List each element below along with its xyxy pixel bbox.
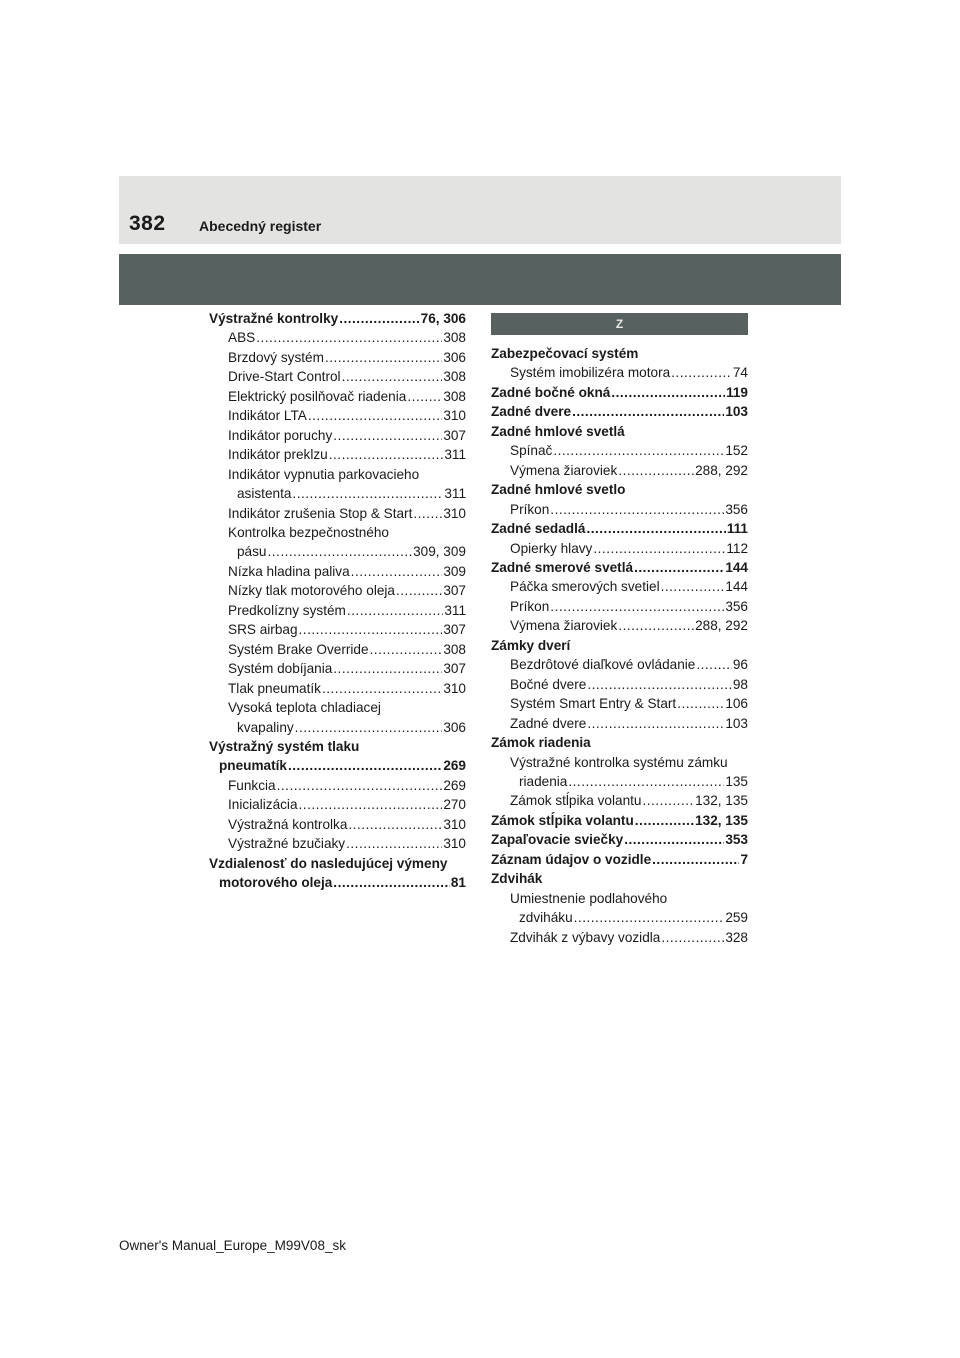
entry-term: Výmena žiaroviek	[510, 462, 618, 478]
entry-term: Zadné sedadlá	[491, 521, 586, 537]
entry-term: Vzdialenosť do nasledujúcej výmeny	[209, 855, 448, 871]
entry-pages: 309	[443, 563, 466, 579]
entry-term: Predkolízny systém	[228, 602, 346, 618]
entry-term: Bezdrôtové diaľkové ovládanie	[510, 657, 696, 673]
entry-term: Zadné dvere	[510, 715, 587, 731]
dot-leader	[634, 558, 724, 577]
entry-pages: 81	[450, 875, 466, 891]
index-entry	[491, 811, 748, 830]
dot-leader	[342, 367, 443, 386]
entry-pages: 307	[443, 583, 466, 599]
entry-pages: 119	[726, 384, 748, 400]
dot-leader	[288, 756, 442, 775]
dot-leader	[413, 504, 442, 523]
dot-leader	[292, 484, 443, 503]
entry-term: pneumatík	[219, 758, 287, 774]
dot-leader	[329, 445, 444, 464]
dot-leader	[593, 539, 725, 558]
page-number: 382	[129, 212, 166, 235]
index-entry	[209, 465, 466, 504]
entry-term: Drive-Start Control	[228, 369, 341, 385]
index-entry	[209, 504, 466, 523]
index-entry	[209, 328, 466, 347]
entry-term: Elektrický posilňovač riadenia	[228, 388, 407, 404]
section-title: Abecedný register	[199, 218, 322, 234]
index-column-left	[209, 309, 466, 893]
index-entry	[491, 694, 748, 713]
entry-term: Brzdový systém	[228, 349, 324, 365]
entry-pages: 308	[443, 330, 466, 346]
letter-heading: Z	[491, 313, 748, 335]
entry-pages: 307	[443, 427, 466, 443]
dot-leader	[267, 542, 412, 561]
index-entry	[209, 620, 466, 639]
index-entry	[209, 815, 466, 834]
index-entry	[209, 562, 466, 581]
entry-term: Zabezpečovací systém	[491, 346, 639, 361]
dot-leader	[333, 426, 442, 445]
index-entry	[209, 387, 466, 406]
entry-term: SRS airbag	[228, 622, 298, 638]
entry-pages: 269	[443, 777, 466, 793]
entry-pages: 307	[443, 622, 466, 638]
entry-term: Výmena žiaroviek	[510, 618, 618, 634]
entry-term: zdviháku	[519, 910, 573, 926]
entry-pages: 135	[725, 773, 748, 789]
dot-leader	[299, 620, 443, 639]
index-entry	[491, 363, 748, 382]
index-entry	[491, 441, 748, 460]
entry-term: Príkon	[510, 598, 550, 614]
index-entry	[209, 426, 466, 445]
entry-term: Umiestnenie podlahového	[510, 890, 668, 906]
entry-pages: 356	[725, 501, 748, 517]
entry-term: Páčka smerových svetiel	[510, 579, 660, 595]
entry-pages: 308	[443, 641, 466, 657]
entry-term: Indikátor zrušenia Stop & Start	[228, 505, 413, 521]
entry-pages: 353	[725, 832, 748, 848]
index-entry	[491, 830, 748, 849]
index-entry	[491, 636, 748, 655]
dot-leader	[661, 577, 725, 596]
dot-leader	[339, 309, 419, 328]
entry-pages: 144	[725, 579, 748, 595]
entry-term: Zadné smerové svetlá	[491, 559, 634, 575]
entry-pages: 311	[444, 447, 466, 463]
entry-term: Výstražná kontrolka	[228, 816, 348, 832]
entry-pages: 7	[740, 851, 748, 867]
entry-term: Výstražné kontrolka systému zámku	[510, 754, 728, 770]
index-entry	[491, 714, 748, 733]
index-entry	[209, 406, 466, 425]
index-entry	[491, 753, 748, 792]
index-entry	[209, 640, 466, 659]
dot-leader	[550, 597, 724, 616]
entry-term: Zdvihák z výbavy vozidla	[510, 929, 661, 945]
entry-pages: 106	[725, 696, 748, 712]
entry-pages: 308	[443, 369, 466, 385]
dot-leader	[295, 718, 443, 737]
entry-term: riadenia	[519, 773, 568, 789]
dot-leader	[635, 811, 694, 830]
entry-pages: 259	[725, 910, 748, 926]
entry-pages: 328	[725, 929, 748, 945]
index-entry	[491, 402, 748, 421]
index-entry	[209, 698, 466, 737]
index-entry	[491, 539, 748, 558]
entry-pages: 96	[732, 657, 748, 673]
entry-pages: 103	[725, 715, 748, 731]
dot-leader	[346, 834, 442, 853]
entry-term: Funkcia	[228, 777, 276, 793]
entry-pages: 152	[725, 443, 748, 459]
entry-term: Vysoká teplota chladiacej	[228, 700, 381, 716]
entry-term: Indikátor poruchy	[228, 427, 333, 443]
index-entry	[209, 523, 466, 562]
dot-leader	[618, 461, 694, 480]
entry-term: Tlak pneumatík	[228, 680, 321, 696]
index-entry	[491, 791, 748, 810]
entry-pages: 112	[726, 540, 748, 556]
entry-pages: 311	[444, 602, 466, 618]
index-entry	[209, 854, 466, 893]
index-entry	[491, 889, 748, 928]
index-entry	[491, 344, 748, 363]
entry-term: Nízka hladina paliva	[228, 563, 350, 579]
index-entry	[491, 422, 748, 441]
dot-leader	[308, 406, 442, 425]
dot-leader	[661, 928, 724, 947]
index-entry	[491, 383, 748, 402]
entry-term: Inicializácia	[228, 797, 298, 813]
entry-term: pásu	[237, 544, 267, 560]
index-entry	[209, 737, 466, 776]
entry-term: Záznam údajov o vozidle	[491, 851, 652, 867]
index-entry	[491, 850, 748, 869]
index-entry	[209, 309, 466, 328]
index-entry	[491, 480, 748, 499]
entry-pages: 356	[725, 598, 748, 614]
index-entry	[209, 348, 466, 367]
dot-leader	[624, 830, 724, 849]
entry-pages: 270	[443, 797, 466, 813]
dot-leader	[325, 348, 442, 367]
dot-leader	[696, 655, 732, 674]
index-entry	[209, 834, 466, 853]
entry-pages: 103	[725, 404, 748, 420]
entry-term: Zadné bočné okná	[491, 384, 611, 400]
index-entry	[491, 558, 748, 577]
entry-term: ABS	[228, 330, 256, 346]
index-column-right	[491, 313, 748, 947]
entry-pages: 76, 306	[420, 311, 466, 326]
index-entry	[209, 679, 466, 698]
index-entry	[491, 655, 748, 674]
entry-term: Systém Smart Entry & Start	[510, 696, 677, 712]
entry-pages: 311	[444, 486, 466, 502]
entry-term: Systém imobilizéra motora	[510, 365, 671, 381]
entry-pages: 308	[443, 388, 466, 404]
entry-term: Indikátor LTA	[228, 408, 307, 424]
dot-leader	[351, 562, 443, 581]
index-entry	[491, 500, 748, 519]
index-entry	[491, 675, 748, 694]
dot-leader	[587, 714, 724, 733]
entry-term: asistenta	[237, 486, 292, 502]
entry-pages: 288, 292	[695, 618, 748, 634]
index-entry	[209, 795, 466, 814]
dot-leader	[407, 387, 442, 406]
entry-pages: 310	[443, 680, 466, 696]
dot-leader	[256, 328, 442, 347]
entry-pages: 132, 135	[695, 812, 748, 828]
dot-leader	[333, 659, 442, 678]
entry-pages: 310	[443, 408, 466, 424]
entry-pages: 307	[443, 661, 466, 677]
index-entry	[209, 445, 466, 464]
entry-term: Systém dobíjania	[228, 661, 333, 677]
index-entry	[209, 581, 466, 600]
entry-pages: 269	[443, 758, 466, 774]
entry-term: Indikátor preklzu	[228, 447, 328, 463]
dot-leader	[370, 640, 443, 659]
index-entry	[491, 519, 748, 538]
entry-term: Zámky dverí	[491, 637, 571, 653]
entry-term: Kontrolka bezpečnostného	[228, 524, 389, 540]
dot-leader	[671, 363, 732, 382]
entry-term: Zámok stĺpika volantu	[491, 812, 634, 828]
entry-pages: 132, 135	[695, 793, 748, 809]
dot-leader	[348, 815, 442, 834]
entry-term: Zadné hmlové svetlo	[491, 482, 626, 498]
dot-leader	[677, 694, 724, 713]
entry-term: motorového oleja	[219, 875, 333, 891]
entry-term: Zapaľovacie sviečky	[491, 832, 624, 848]
entry-term: Zadné hmlové svetlá	[491, 423, 625, 439]
entry-term: Bočné dvere	[510, 676, 587, 692]
entry-pages: 306	[443, 349, 466, 365]
index-entry	[491, 616, 748, 635]
entry-pages: 98	[732, 676, 748, 692]
entry-pages: 309, 309	[413, 544, 466, 560]
entry-pages: 111	[726, 521, 748, 537]
index-entry	[491, 577, 748, 596]
index-entry	[491, 461, 748, 480]
dot-leader	[587, 675, 732, 694]
dot-leader	[652, 850, 739, 869]
dot-leader	[396, 581, 442, 600]
entry-term: Príkon	[510, 501, 550, 517]
entry-term: Spínač	[510, 443, 553, 459]
entry-pages: 74	[732, 365, 748, 381]
index-entry	[491, 928, 748, 947]
header-dark-band	[119, 254, 841, 305]
entry-pages: 310	[443, 816, 466, 832]
dot-leader	[611, 383, 725, 402]
dot-leader	[553, 441, 724, 460]
entry-pages: 306	[443, 719, 466, 735]
entry-term: Zámok riadenia	[491, 735, 591, 751]
entry-term: Výstražný systém tlaku	[209, 738, 360, 754]
entry-pages: 288, 292	[695, 462, 748, 478]
entry-term: Zadné dvere	[491, 404, 572, 420]
dot-leader	[568, 772, 724, 791]
entry-term: Výstražné bzučiaky	[228, 836, 346, 852]
entry-term: Zdvihák	[491, 871, 543, 887]
index-entry	[491, 597, 748, 616]
index-entry	[491, 869, 748, 888]
dot-leader	[322, 679, 442, 698]
index-entries-z	[491, 344, 748, 947]
dot-leader	[618, 616, 694, 635]
entry-pages: 144	[725, 559, 748, 575]
entry-term: Nízky tlak motorového oleja	[228, 583, 395, 599]
dot-leader	[299, 795, 443, 814]
entry-term: Výstražné kontrolky	[209, 311, 339, 326]
dot-leader	[574, 908, 725, 927]
footer-text: Owner's Manual_Europe_M99V08_sk	[119, 1238, 346, 1253]
dot-leader	[572, 402, 724, 421]
index-entry	[209, 659, 466, 678]
entry-term: Opierky hlavy	[510, 540, 593, 556]
index-entry	[209, 776, 466, 795]
dot-leader	[277, 776, 443, 795]
entry-term: Indikátor vypnutia parkovacieho	[228, 466, 420, 482]
entry-term: Systém Brake Override	[228, 641, 369, 657]
dot-leader	[333, 873, 450, 892]
dot-leader	[550, 500, 724, 519]
dot-leader	[586, 519, 725, 538]
dot-leader	[642, 791, 694, 810]
entry-term: kvapaliny	[237, 719, 294, 735]
entry-term: Zámok stĺpika volantu	[510, 793, 642, 809]
index-entry	[209, 367, 466, 386]
entry-pages: 310	[443, 836, 466, 852]
dot-leader	[347, 601, 443, 620]
index-entry	[209, 601, 466, 620]
entry-pages: 310	[443, 505, 466, 521]
index-entry	[491, 733, 748, 752]
